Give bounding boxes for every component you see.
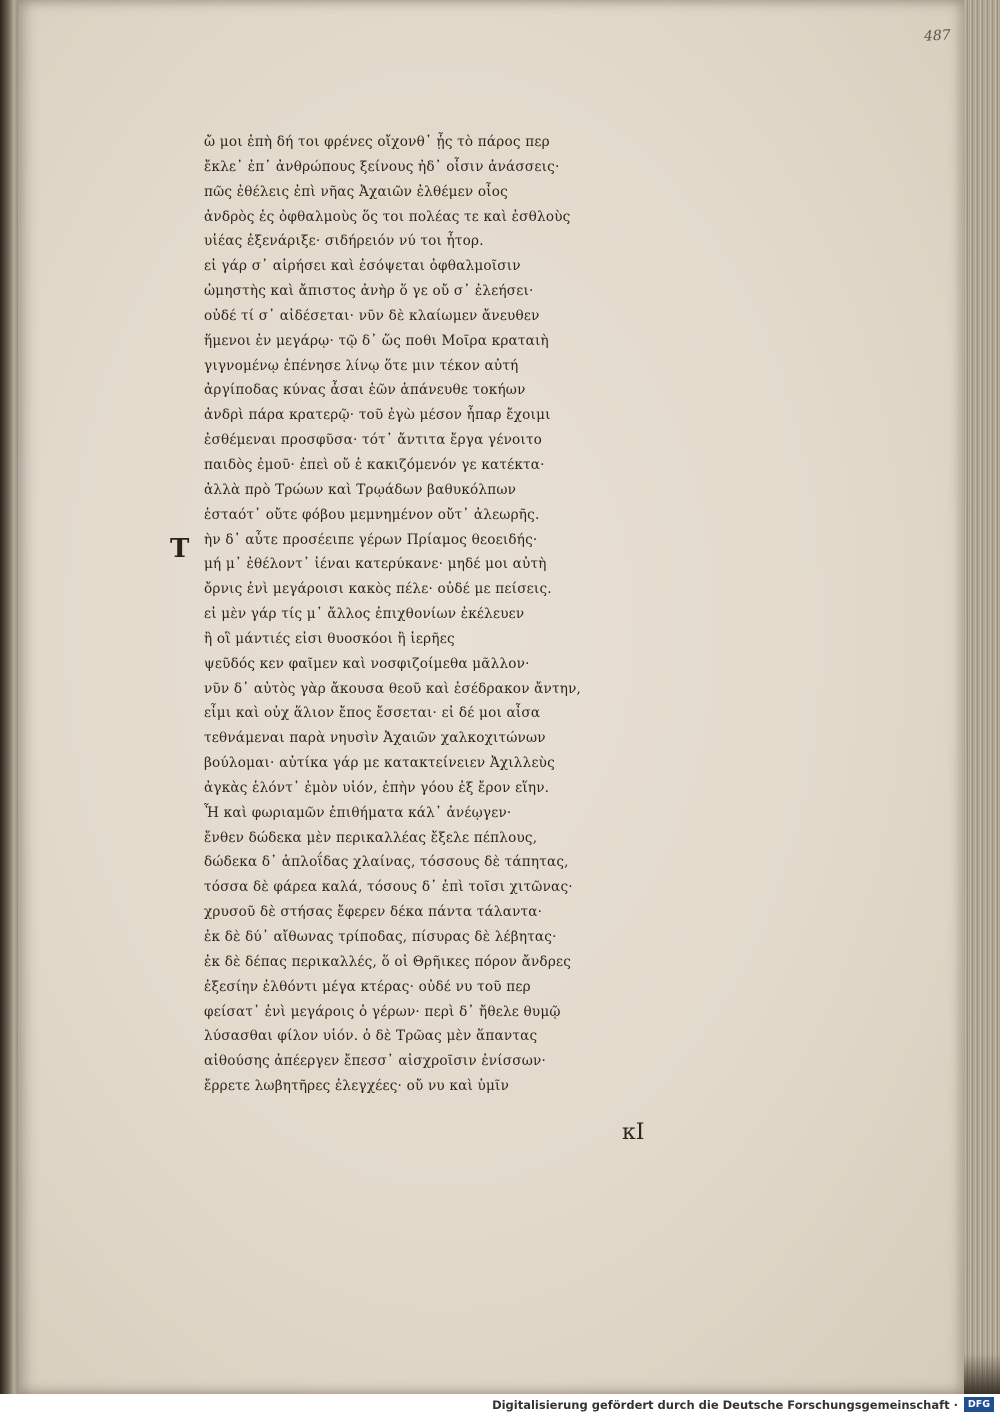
- footer-bar: [0, 1394, 1000, 1416]
- verse-line: ὴν δ᾽ αὖτε προσέειπε γέρων Πρίαμος θεοειδής·: [204, 531, 538, 548]
- verse-line: πῶς ἐθέλεις ἐπὶ νῆας Ἀχαιῶν ἐλθέμεν οἶος: [204, 183, 508, 200]
- verse-line: ἔνθεν δώδεκα μὲν περικαλλέας ἔξελε πέπλους,: [204, 829, 538, 846]
- verse-line: Ἦ καὶ φωριαμῶν ἐπιθήματα κάλ᾽ ἀνέῳγεν·: [204, 804, 512, 821]
- verse-line: ἀνδρὶ πάρα κρατερῷ· τοῦ ἐγὼ μέσον ἧπαρ ἔχοιμι: [204, 407, 551, 424]
- footer-credit: Digitalisierung gefördert durch die Deutsche Forschungsgemeinschaft ·: [492, 1398, 958, 1412]
- verse-line: βούλομαι· αὐτίκα γάρ με κατακτείνειεν Ἀχιλλεὺς: [204, 755, 555, 772]
- verse-line: ψεῦδός κεν φαῖμεν καὶ νοσφιζοίμεθα μᾶλλον·: [204, 655, 530, 672]
- verse-line: οὐδέ τί σ᾽ αἰδέσεται· νῦν δὲ κλαίωμεν ἄνευθεν: [204, 307, 540, 324]
- verse-line: ἀνδρὸς ἐς ὀφθαλμοὺς ὅς τοι πολέας τε καὶ ἐσθλοὺς: [204, 208, 571, 225]
- verse-line: αἰθούσης ἀπέεργεν ἔπεσσ᾽ αἰσχροῖσιν ἐνίσσων·: [204, 1053, 547, 1070]
- verse-line: παιδὸς ἐμοῦ· ἐπεὶ οὔ ἑ κακιζόμενόν γε κατέκτα·: [204, 456, 545, 473]
- verse-line: μή μ᾽ ἐθέλοντ᾽ ἰέναι κατερύκανε· μηδέ μοι αὐτὴ: [204, 556, 547, 573]
- verse-line: ἐκ δὲ δύ᾽ αἴθωνας τρίποδας, πίσυρας δὲ λέβητας·: [204, 929, 557, 945]
- verse-line: εἰ γάρ σ᾽ αἱρήσει καὶ ἐσόψεται ὀφθαλμοῖσιν: [204, 258, 521, 275]
- verse-line: ἔρρετε λωβητῆρες ἐλεγχέες· οὔ νυ καὶ ὑμῖν: [204, 1078, 510, 1095]
- verse-line: ὤ μοι ἐπὴ δή τοι φρένες οἴχονθ᾽ ᾗς τὸ πάρος περ: [204, 134, 550, 150]
- folio-number: 487: [923, 27, 952, 45]
- verse-line: ἥμενοι ἐν μεγάρῳ· τῷ δ᾽ ὥς ποθι Μοῖρα κραταιὴ: [204, 332, 549, 349]
- verse-text-block: [204, 130, 584, 1099]
- verse-line: τεθνάμεναι παρὰ νηυσὶν Ἀχαιῶν χαλκοχιτώνων: [204, 730, 546, 747]
- left-page-stack: [0, 0, 20, 1394]
- verse-line: ἀγκὰς ἑλόντ᾽ ἐμὸν υἱόν, ἐπὴν γόου ἐξ ἔρον εἵην.: [204, 779, 550, 796]
- verse-line: τόσσα δὲ φάρεα καλά, τόσους δ᾽ ἐπὶ τοῖσι χιτῶνας·: [204, 879, 573, 896]
- verse-line: ὠμηστὴς καὶ ἄπιστος ἀνὴρ ὅ γε οὔ σ᾽ ἐλεήσει·: [204, 283, 534, 300]
- verse-line: ἀργίποδας κύνας ἆσαι ἑῶν ἀπάνευθε τοκήων: [204, 382, 526, 399]
- verse-line: εἰ μὲν γάρ τίς μ᾽ ἄλλος ἐπιχθονίων ἐκέλευεν: [204, 606, 525, 623]
- verse-line: εἶμι καὶ οὐχ ἅλιον ἔπος ἔσσεται· εἰ δέ μοι αἶσα: [204, 705, 541, 722]
- initial-letter: Τ: [170, 534, 190, 564]
- verse-line: χρυσοῦ δὲ στήσας ἔφερεν δέκα πάντα τάλαντα·: [204, 904, 543, 921]
- dfg-logo-icon: DFG: [964, 1397, 994, 1412]
- verse-line: ἑσταότ᾽ οὔτε φόβου μεμνημένον οὔτ᾽ ἀλεωρῆς.: [204, 506, 540, 523]
- verse-line: ἐξεσίην ἐλθόντι μέγα κτέρας· οὐδέ νυ τοῦ περ: [204, 978, 531, 995]
- verse-line: ἢ οἳ μάντιές εἰσι θυοσκόοι ἢ ἱερῆες: [204, 630, 455, 647]
- verse-line: ἀλλὰ πρὸ Τρώων καὶ Τρῳάδων βαθυκόλπων: [204, 481, 517, 498]
- verse-line: υἱέας ἐξενάριξε· σιδήρειόν νύ τοι ἦτορ.: [204, 233, 484, 250]
- signature-mark: κΙ: [622, 1120, 645, 1145]
- verse-line: δώδεκα δ᾽ ἁπλοΐδας χλαίνας, τόσσους δὲ τάπητας,: [204, 854, 569, 871]
- verse-line: γιγνομένῳ ἐπένησε λίνῳ ὅτε μιν τέκον αὐτή: [204, 357, 519, 374]
- page-edges: [964, 0, 1000, 1394]
- verse-line: ἐκ δὲ δέπας περικαλλές, ὅ οἱ Θρῆικες πόρον ἄνδρες: [204, 953, 572, 970]
- verse-line: φείσατ᾽ ἐνὶ μεγάροις ὁ γέρων· περὶ δ᾽ ἤθελε θυμῷ: [204, 1003, 561, 1020]
- verse-line: ἔκλε᾽ ἐπ᾽ ἀνθρώπους ξείνους ἠδ᾽ οἷσιν ἀνάσσεις·: [204, 158, 560, 175]
- verse-line: ἐσθέμεναι προσφῦσα· τότ᾽ ἄντιτα ἔργα γένοιτο: [204, 432, 543, 449]
- verse-line: λύσασθαι φίλον υἱόν. ὁ δὲ Τρῶας μὲν ἅπαντας: [204, 1028, 538, 1045]
- verse-line: νῦν δ᾽ αὐτὸς γὰρ ἄκουσα θεοῦ καὶ ἐσέδρακον ἄντην,: [204, 680, 582, 697]
- verse-line: ὄρνις ἐνὶ μεγάροισι κακὸς πέλε· οὐδέ με πείσεις.: [204, 581, 552, 598]
